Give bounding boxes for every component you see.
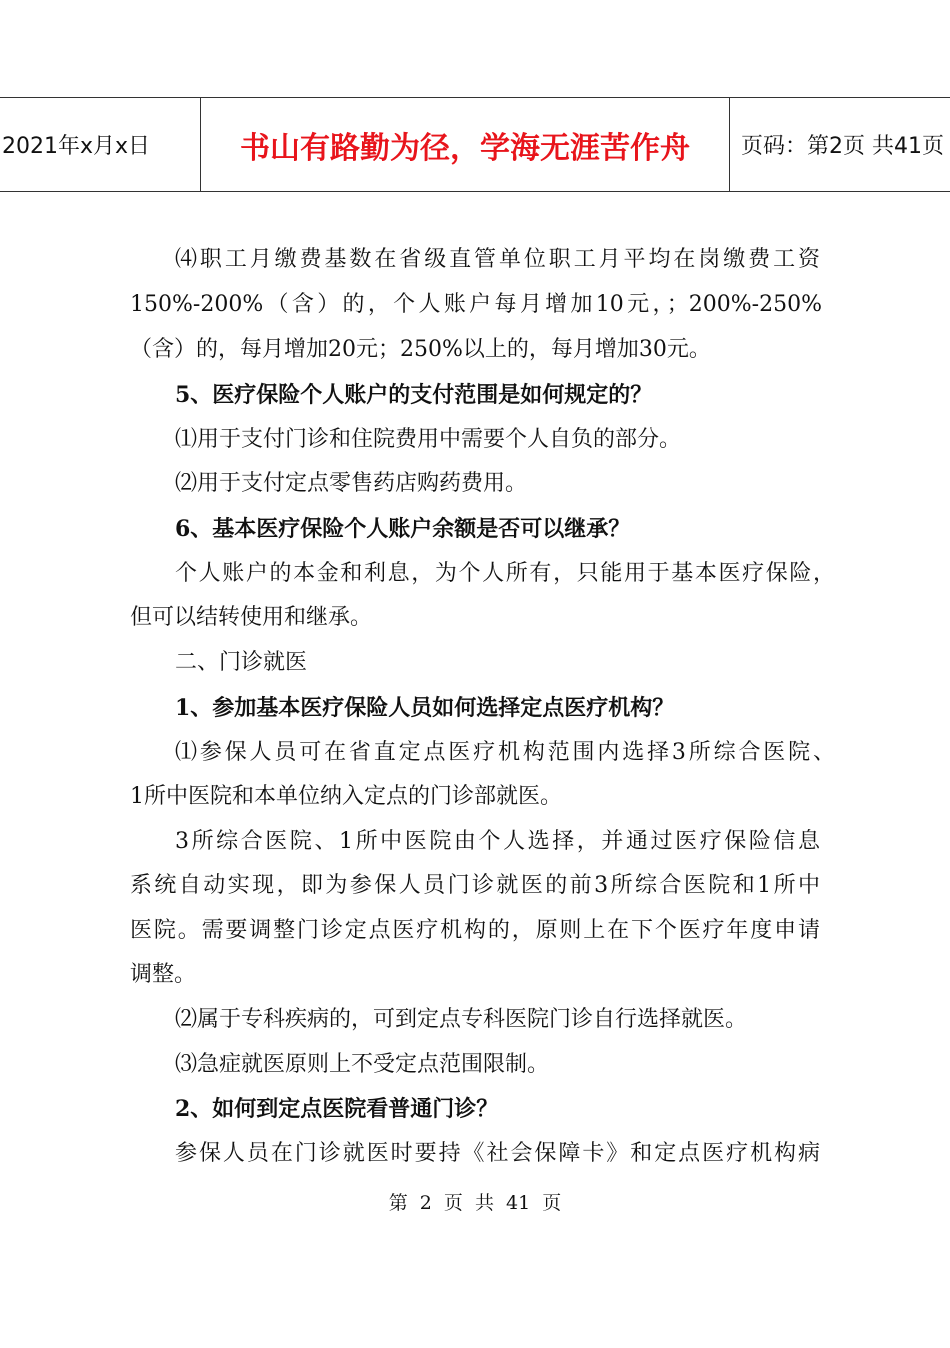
body-line: ⑴参保人员可在省直定点医疗机构范围内选择3所综合医院、 xyxy=(175,740,835,765)
question-heading: 6、基本医疗保险个人账户余额是否可以继承？ xyxy=(175,516,631,542)
header-page-number: 页码：第2页 共41页 xyxy=(741,134,944,159)
body-line: 医院。需要调整门诊定点医疗机构的，原则上在下个医疗年度申请 xyxy=(130,918,820,943)
body-line: ⑵属于专科疾病的，可到定点专科医院门诊自行选择就医。 xyxy=(175,1007,748,1032)
question-heading: 5、医疗保险个人账户的支付范围是如何规定的？ xyxy=(175,382,653,408)
body-line: 参保人员在门诊就医时要持《社会保障卡》和定点医疗机构病 xyxy=(175,1141,820,1166)
body-line: ⑵用于支付定点零售药店购药费用。 xyxy=(175,471,528,496)
body-line: 个人账户的本金和利息，为个人所有，只能用于基本医疗保险， xyxy=(175,561,835,586)
page-footer: 第 2 页 共 41 页 xyxy=(388,1192,562,1214)
body-line: 调整。 xyxy=(130,962,197,987)
page-header xyxy=(0,97,950,192)
body-line: 但可以结转使用和继承。 xyxy=(130,605,373,630)
body-line: （含）的，每月增加20元；250%以上的，每月增加30元。 xyxy=(130,337,711,362)
question-heading: 2、如何到定点医院看普通门诊？ xyxy=(175,1096,499,1122)
section-heading: 二、门诊就医 xyxy=(175,650,308,675)
body-line: ⑶急症就医原则上不受定点范围限制。 xyxy=(175,1052,550,1077)
question-heading: 1、参加基本医疗保险人员如何选择定点医疗机构？ xyxy=(175,695,675,721)
body-line: 150%-200%（含）的，个人账户每月增加10元，；200%-250% xyxy=(130,292,822,317)
header-motto: 书山有路勤为径，学海无涯苦作舟 xyxy=(200,98,730,191)
body-line: 系统自动实现，即为参保人员门诊就医的前3所综合医院和1所中 xyxy=(130,873,820,898)
body-line: 1所中医院和本单位纳入定点的门诊部就医。 xyxy=(130,784,562,809)
body-line: 3所综合医院、1所中医院由个人选择，并通过医疗保险信息 xyxy=(175,829,820,854)
header-date: 2021年x月x日 xyxy=(2,134,151,159)
body-line: ⑴用于支付门诊和住院费用中需要个人自负的部分。 xyxy=(175,427,682,452)
body-line: ⑷职工月缴费基数在省级直管单位职工月平均在岗缴费工资 xyxy=(175,247,820,272)
